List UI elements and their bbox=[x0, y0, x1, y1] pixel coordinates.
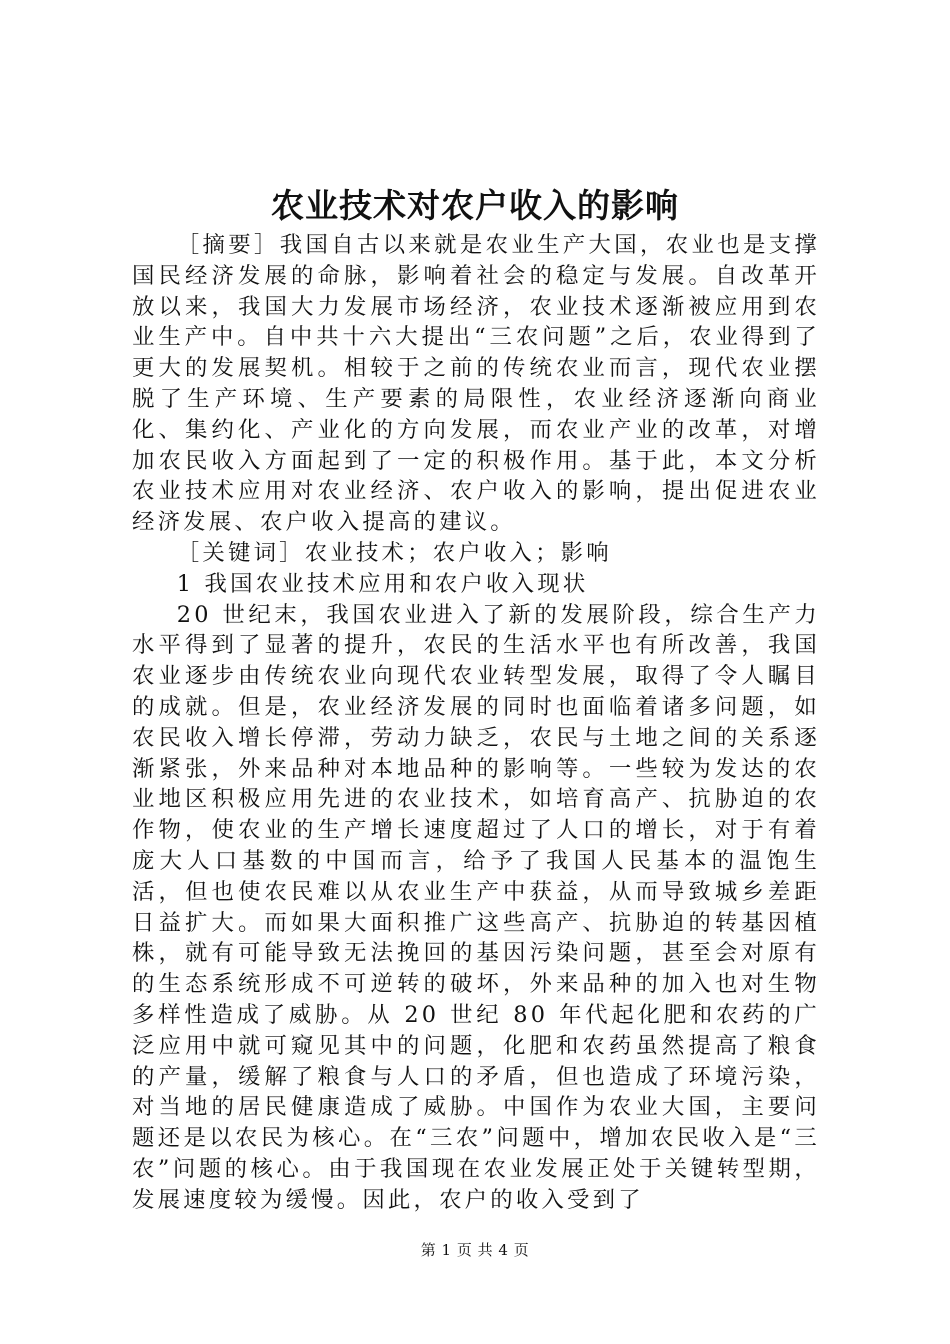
document-title: 农业技术对农户收入的影响 bbox=[271, 186, 679, 225]
section-heading: 1 我国农业技术应用和农户收入现状 bbox=[176, 570, 589, 597]
section-paragraph: 20 世纪末，我国农业进入了新的发展阶段，综合生产力水平得到了显著的提升，农民的生活水平也有所改善，我国农业逐步由传统农业向现代农业转型发展，取得了令人瞩目的成就。但是，农业经济发展的同时也面临着诸多问题，如农民收入增长停滞，劳动力缺乏，农民与土地之间的关系逐渐紧张，外来品种对本地品种的影响等。一些较为发达的农业地区积极应用先进的农业技术，如培育高产、抗胁迫的农作物，使农业的生产增长速度超过了人口的增长，对于有着庞大人口基数的中国而言，给予了我国人民基本的温饱生活，但也使农民难以从农业生产中获益，从而导致城乡差距日益扩大。而如果大面积推广这些高产、抗胁迫的转基因植株，就有可能导致无法挽回的基因污染问题，甚至会对原有的生态系统形成不可逆转的破坏，外来品种的加入也对生物多样性造成了威胁。从 20 世纪 80 年代起化肥和农药的广泛应用中就可窥见其中的问题，化肥和农药虽然提高了粮食的产量，缓解了粮食与人口的矛盾，但也造成了环境污染，对当地的居民健康造成了威胁。中国作为农业大国，主要问题还是以农民为核心。在“三农”问题中，增加农民收入是“三农”问题的核心。由于我国现在农业发展正处于关键转型期，发展速度较为缓慢。因此，农户的收入受到了 bbox=[132, 601, 820, 1213]
page-footer: 第 1 页 共 4 页 bbox=[420, 1241, 530, 1259]
abstract-paragraph: ［摘要］我国自古以来就是农业生产大国，农业也是支撑国民经济发展的命脉，影响着社会的稳定与发展。自改革开放以来，我国大力发展市场经济，农业技术逐渐被应用到农业生产中。自中共十六大提出“三农问题”之后，农业得到了更大的发展契机。相较于之前的传统农业而言，现代农业摆脱了生产环境、生产要素的局限性，农业经济逐渐向商业化、集约化、产业化的方向发展，而农业产业的改革，对增加农民收入方面起到了一定的积极作用。基于此，本文分析农业技术应用对农业经济、农户收入的影响，提出促进农业经济发展、农户收入提高的建议。 bbox=[132, 232, 820, 536]
keywords-paragraph: ［关键词］农业技术；农户收入；影响 bbox=[176, 539, 612, 566]
document-body bbox=[132, 230, 820, 1216]
